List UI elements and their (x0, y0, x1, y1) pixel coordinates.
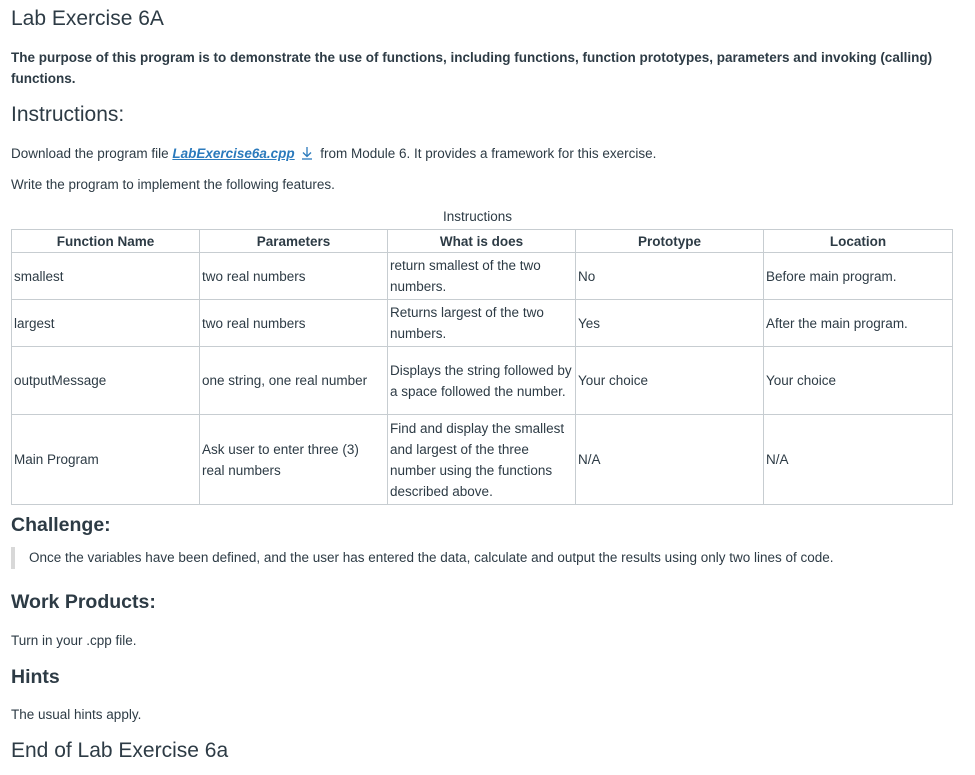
table-row (12, 347, 953, 415)
instructions-heading: Instructions: (11, 103, 125, 126)
table-row (12, 253, 953, 300)
cell-location: After the main program. (764, 300, 953, 347)
cell-location: N/A (764, 415, 953, 505)
cell-location: Your choice (764, 347, 953, 415)
cell-location: Before main program. (764, 253, 953, 300)
table-header-row (12, 230, 953, 253)
download-icon[interactable] (300, 146, 314, 160)
challenge-text: Once the variables have been defined, and the user has entered the data, calculate and output the results using only two lines of code. (29, 550, 834, 565)
page-title: Lab Exercise 6A (11, 7, 164, 30)
header-parameters: Parameters (200, 230, 388, 253)
end-text: End of Lab Exercise 6a (11, 739, 229, 762)
header-location: Location (764, 230, 953, 253)
purpose-text: The purpose of this program is to demonstrate the use of functions, including functions, function prototypes, parameters and invoking (calling) functions. (11, 50, 933, 86)
download-prefix: Download the program file (11, 146, 169, 161)
hints-heading: Hints (11, 666, 60, 688)
cell-description: Displays the string followed by a space followed the number. (388, 347, 576, 415)
download-link[interactable]: LabExercise6a.cpp (172, 146, 295, 161)
cell-function-name: largest (12, 300, 200, 347)
cell-function-name: Main Program (12, 415, 200, 505)
cell-description: Find and display the smallest and largest of the three number using the functions described above. (388, 415, 576, 505)
header-prototype: Prototype (576, 230, 764, 253)
cell-function-name: smallest (12, 253, 200, 300)
cell-prototype: N/A (576, 415, 764, 505)
header-function-name: Function Name (12, 230, 200, 253)
cell-prototype: Yes (576, 300, 764, 347)
header-what-it-does: What is does (388, 230, 576, 253)
cell-description: return smallest of the two numbers. (388, 253, 576, 300)
cell-function-name: outputMessage (12, 347, 200, 415)
challenge-heading: Challenge: (11, 514, 111, 536)
cell-parameters: two real numbers (200, 300, 388, 347)
cell-prototype: Your choice (576, 347, 764, 415)
hints-text: The usual hints apply. (11, 707, 142, 722)
cell-parameters: Ask user to enter three (3) real numbers (200, 415, 388, 505)
download-suffix: from Module 6. It provides a framework for this exercise. (320, 146, 657, 161)
table-row (12, 300, 953, 347)
work-products-text: Turn in your .cpp file. (11, 633, 137, 648)
cell-parameters: two real numbers (200, 253, 388, 300)
cell-parameters: one string, one real number (200, 347, 388, 415)
challenge-quote (11, 547, 834, 569)
cell-description: Returns largest of the two numbers. (388, 300, 576, 347)
table-row (12, 415, 953, 505)
download-paragraph (11, 146, 656, 161)
work-products-heading: Work Products: (11, 591, 156, 613)
write-text: Write the program to implement the following features. (11, 177, 335, 192)
features-table (11, 229, 953, 505)
cell-prototype: No (576, 253, 764, 300)
